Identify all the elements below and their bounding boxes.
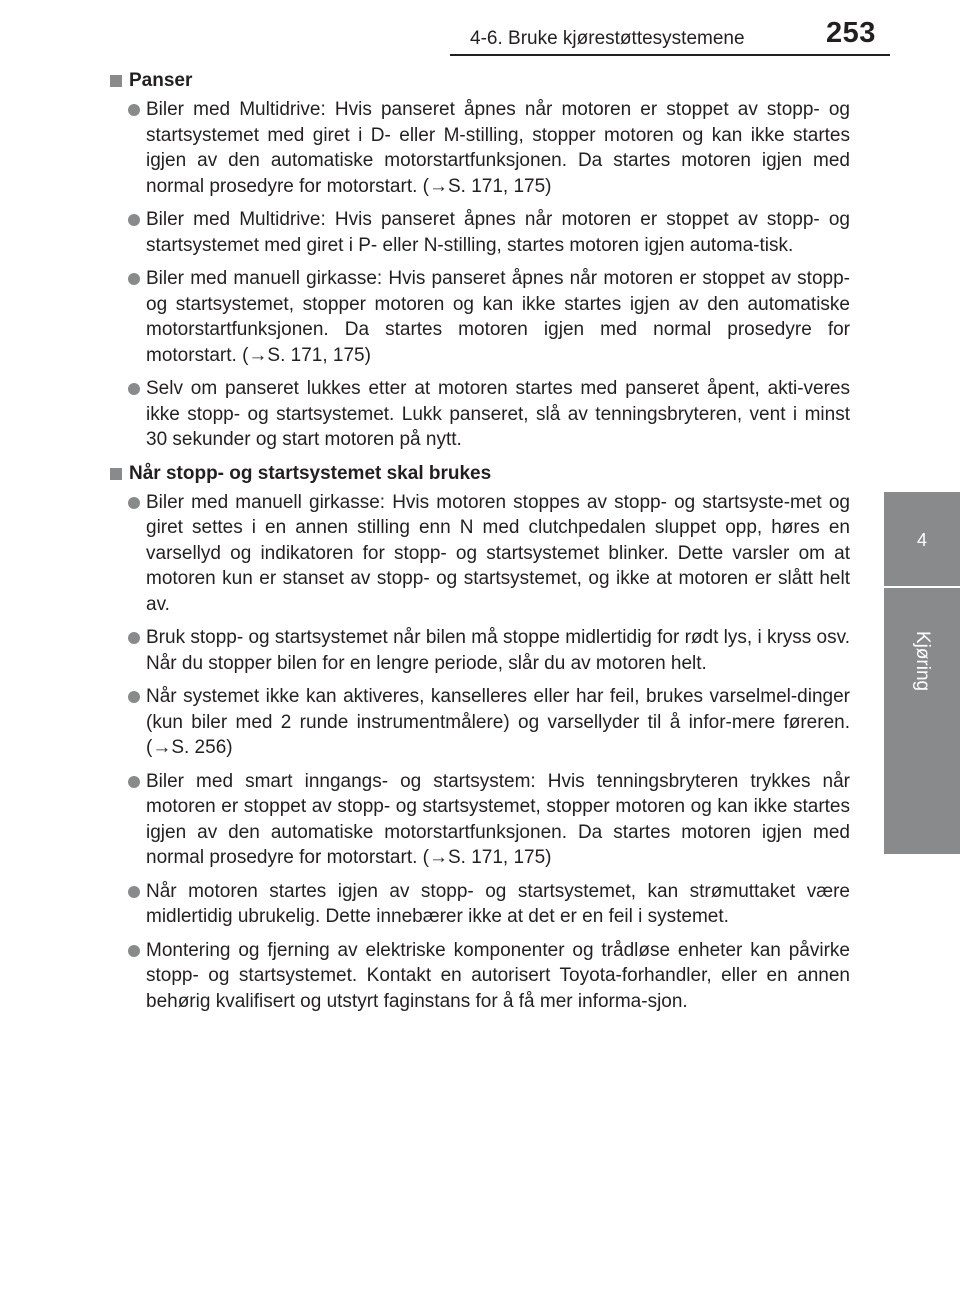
list-item-text: Når systemet ikke kan aktiveres, kanselleres eller har feil, brukes varselmel-dinger (kun biler med 2 runde instrumentmålere) og varsellyder til å infor-mere føreren. (→S. 256)	[146, 686, 850, 758]
list-item	[110, 625, 850, 676]
list-item	[110, 490, 850, 618]
section-when-to-use	[110, 461, 850, 1015]
list-item	[110, 97, 850, 199]
round-bullet-icon	[128, 497, 140, 509]
round-bullet-icon	[128, 776, 140, 788]
round-bullet-icon	[128, 945, 140, 957]
list-item-text: Biler med manuell girkasse: Hvis panseret åpnes når motoren er stoppet av stopp- og startsystemet, stopper motoren og kan ikke startes igjen av den automatiske motorstartfunksjonen. Da startes motoren igjen med normal prosedyre for motorstart. (→S. 171, 175)	[146, 268, 850, 366]
list-item-text: Bruk stopp- og startsystemet når bilen må stoppe midlertidig for rødt lys, i kryss osv. Når du stopper bilen for en lengre periode, slår du av motoren helt.	[146, 627, 850, 674]
round-bullet-icon	[128, 691, 140, 703]
page-content	[110, 68, 850, 1022]
section-heading	[110, 68, 850, 93]
round-bullet-icon	[128, 383, 140, 395]
list-item	[110, 684, 850, 761]
list-item	[110, 879, 850, 930]
section-heading-text: Panser	[129, 70, 193, 91]
round-bullet-icon	[128, 104, 140, 116]
square-bullet-icon	[110, 75, 122, 87]
page-header	[0, 0, 960, 60]
round-bullet-icon	[128, 273, 140, 285]
list-item	[110, 266, 850, 368]
section-panser	[110, 68, 850, 453]
list-item-text: Biler med manuell girkasse: Hvis motoren stoppes av stopp- og startsyste-met og giret settes i en annen stilling enn N med clutchpedalen sluppet opp, høres en varsellyd og indikatoren for stopp- og startsystemet blinker. Dette varsler om at motoren kun er stanset av stopp- og startsystemet, og ikke at motoren er slått helt av.	[146, 491, 850, 615]
list-item	[110, 207, 850, 258]
round-bullet-icon	[128, 632, 140, 644]
chapter-side-tab	[884, 492, 960, 854]
square-bullet-icon	[110, 468, 122, 480]
round-bullet-icon	[128, 214, 140, 226]
list-item-text: Biler med smart inngangs- og startsystem: Hvis tenningsbryteren trykkes når motoren er stoppet av stopp- og startsystemet, stopper motoren og kan ikke startes igjen av den automatiske motorstartfunksjonen. Da startes motoren igjen med normal prosedyre for motorstart. (→S. 171, 175)	[146, 770, 850, 868]
chapter-label: Kjøring	[912, 630, 933, 692]
header-rule	[450, 54, 890, 56]
list-item-text: Biler med Multidrive: Hvis panseret åpnes når motoren er stoppet av stopp- og startsystemet med giret i P- eller N-stilling, startes motoren igjen automa-tisk.	[146, 209, 850, 256]
list-item-text: Montering og fjerning av elektriske komponenter og trådløse enheter kan påvirke stopp- og startsystemet. Kontakt en autorisert Toyota-forhandler, eller en annen behørig kvalifisert og utstyrt faginstans for å få mer informa-sjon.	[146, 939, 850, 1012]
chapter-label-box	[884, 588, 960, 854]
list-item-text: Når motoren startes igjen av stopp- og startsystemet, kan strømuttaket være midlertidig ubrukelig. Dette innebærer ikke at det er en feil i systemet.	[146, 880, 850, 927]
list-item-text: Biler med Multidrive: Hvis panseret åpnes når motoren er stoppet av stopp- og startsystemet med giret i D- eller M-stilling, stopper motoren og kan ikke startes igjen av den automatiske motorstartfunksjonen. Da startes motoren igjen med normal prosedyre for motorstart. (→S. 171, 175)	[146, 99, 850, 197]
section-heading	[110, 461, 850, 486]
list-item	[110, 376, 850, 453]
list-item	[110, 938, 850, 1015]
round-bullet-icon	[128, 886, 140, 898]
chapter-number: 4	[884, 492, 960, 588]
section-heading-text: Når stopp- og startsystemet skal brukes	[129, 462, 492, 484]
list-item	[110, 769, 850, 871]
list-item-text: Selv om panseret lukkes etter at motoren startes med panseret åpent, akti-veres ikke stopp- og startsystemet. Lukk panseret, slå av tenningsbryteren, vent i minst 30 sekunder og start motoren på nytt.	[146, 378, 850, 450]
header-section-title: 4-6. Bruke kjørestøttesystemene	[470, 28, 745, 49]
page-number: 253	[826, 17, 876, 49]
